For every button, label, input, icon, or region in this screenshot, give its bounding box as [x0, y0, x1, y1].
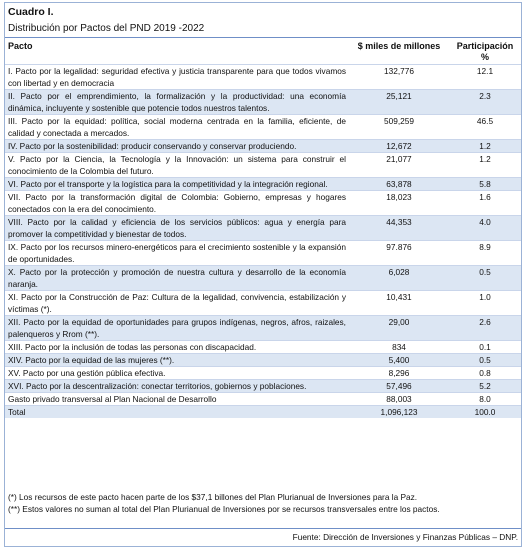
row-value: 8,296 [349, 367, 449, 380]
row-pacto-label: XII. Pacto por la equidad de oportunidades para grupos indígenas, negros, afros, raizales, palenqueros y Rrom (**). [5, 316, 349, 341]
row-participation: 0.5 [449, 266, 521, 291]
row-value: 63,878 [349, 178, 449, 191]
source-rule [5, 528, 521, 529]
row-pacto-label: VII. Pacto por la transformación digital de Colombia: Gobierno, empresas y hogares conectados con la era del conocimiento. [5, 191, 349, 216]
row-pacto-label: Gasto privado transversal al Plan Nacional de Desarrollo [5, 393, 349, 406]
row-value: 21,077 [349, 153, 449, 178]
row-value: 25,121 [349, 90, 449, 115]
row-value: 44,353 [349, 216, 449, 241]
row-participation: 4.0 [449, 216, 521, 241]
table-row [5, 178, 521, 191]
row-value: 57,496 [349, 380, 449, 393]
table-body [5, 65, 521, 419]
row-value: 132,776 [349, 65, 449, 90]
row-pacto-label: III. Pacto por la equidad: política, social moderna centrada en la familia, eficiente, de calidad y conectada a mercados. [5, 115, 349, 140]
row-value: 1,096,123 [349, 406, 449, 419]
header-miles: $ miles de millones [357, 41, 441, 51]
row-value: 12,672 [349, 140, 449, 153]
row-participation: 2.3 [449, 90, 521, 115]
header-participacion: Participación % [456, 41, 514, 62]
row-participation: 12.1 [449, 65, 521, 90]
row-value: 97.876 [349, 241, 449, 266]
row-value: 509,259 [349, 115, 449, 140]
row-participation: 5.2 [449, 380, 521, 393]
row-participation: 0.8 [449, 367, 521, 380]
row-pacto-label: VI. Pacto por el transporte y la logística para la competitividad y la integración regional. [5, 178, 349, 191]
table-row [5, 191, 521, 216]
row-pacto-label: XVI. Pacto por la descentralización: conectar territorios, gobiernos y poblaciones. [5, 380, 349, 393]
row-value: 18,023 [349, 191, 449, 216]
row-value: 6,028 [349, 266, 449, 291]
table-row [5, 316, 521, 341]
table-header-row [5, 40, 521, 65]
source-note: Fuente: Dirección de Inversiones y Finanzas Públicas – DNP. [292, 532, 518, 542]
row-pacto-label: IV. Pacto por la sostenibilidad: producir conservando y conservar produciendo. [5, 140, 349, 153]
table-row [5, 406, 521, 419]
row-participation: 1.6 [449, 191, 521, 216]
header-top-rule [5, 37, 521, 38]
row-participation: 2.6 [449, 316, 521, 341]
row-pacto-label: II. Pacto por el emprendimiento, la formalización y la productividad: una economía dinámica, incluyente y sostenible que potencie todos nuestros talentos. [5, 90, 349, 115]
row-pacto-label: V. Pacto por la Ciencia, la Tecnología y la Innovación: un sistema para construir el conocimiento de la Colombia del futuro. [5, 153, 349, 178]
row-participation: 100.0 [449, 406, 521, 419]
row-value: 834 [349, 341, 449, 354]
row-participation: 1.2 [449, 153, 521, 178]
row-pacto-label: XIII. Pacto por la inclusión de todas las personas con discapacidad. [5, 341, 349, 354]
table-row [5, 291, 521, 316]
row-value: 5,400 [349, 354, 449, 367]
table-row [5, 341, 521, 354]
table-row [5, 393, 521, 406]
row-participation: 46.5 [449, 115, 521, 140]
table-row [5, 216, 521, 241]
row-value: 88,003 [349, 393, 449, 406]
row-pacto-label: XI. Pacto por la Construcción de Paz: Cultura de la legalidad, convivencia, estabilización y víctimas (*). [5, 291, 349, 316]
row-participation: 5.8 [449, 178, 521, 191]
table-row [5, 90, 521, 115]
row-participation: 8.9 [449, 241, 521, 266]
row-pacto-label: IX. Pacto por los recursos minero-energéticos para el crecimiento sostenible y la expansión de oportunidades. [5, 241, 349, 266]
table-row [5, 153, 521, 178]
row-pacto-label: VIII. Pacto por la calidad y eficiencia de los servicios públicos: agua y energía para promover la competitividad y bienestar de todos. [5, 216, 349, 241]
row-pacto-label: Total [5, 406, 349, 419]
row-participation: 0.5 [449, 354, 521, 367]
row-participation: 0.1 [449, 341, 521, 354]
row-participation: 1.2 [449, 140, 521, 153]
table-row [5, 367, 521, 380]
table-row [5, 115, 521, 140]
header-pacto: Pacto [8, 41, 33, 51]
row-pacto-label: X. Pacto por la protección y promoción de nuestra cultura y desarrollo de la economía naranja. [5, 266, 349, 291]
footnote-1: (*) Los recursos de este pacto hacen parte de los $37,1 billones del Plan Plurianual de Inversiones para la Paz. [8, 492, 418, 502]
footnote-2: (**) Estos valores no suman al total del Plan Plurianual de Inversiones por se recursos transversales entre los pactos. [8, 504, 440, 514]
row-participation: 8.0 [449, 393, 521, 406]
table-row [5, 380, 521, 393]
table-row [5, 354, 521, 367]
row-pacto-label: XIV. Pacto por la equidad de las mujeres (**). [5, 354, 349, 367]
row-value: 29,00 [349, 316, 449, 341]
pactos-table [5, 40, 521, 418]
table-row [5, 241, 521, 266]
table-subtitle: Distribución por Pactos del PND 2019 -2022 [8, 23, 205, 34]
row-participation: 1.0 [449, 291, 521, 316]
footnotes [8, 491, 518, 515]
row-pacto-label: I. Pacto por la legalidad: seguridad efectiva y justicia transparente para que todos vivamos con libertad y en democracia [5, 65, 349, 90]
table-row [5, 266, 521, 291]
table-frame [4, 2, 522, 547]
table-title: Cuadro I. [8, 6, 54, 18]
row-pacto-label: XV. Pacto por una gestión pública efectiva. [5, 367, 349, 380]
table-row [5, 140, 521, 153]
table-row [5, 65, 521, 90]
row-value: 10,431 [349, 291, 449, 316]
